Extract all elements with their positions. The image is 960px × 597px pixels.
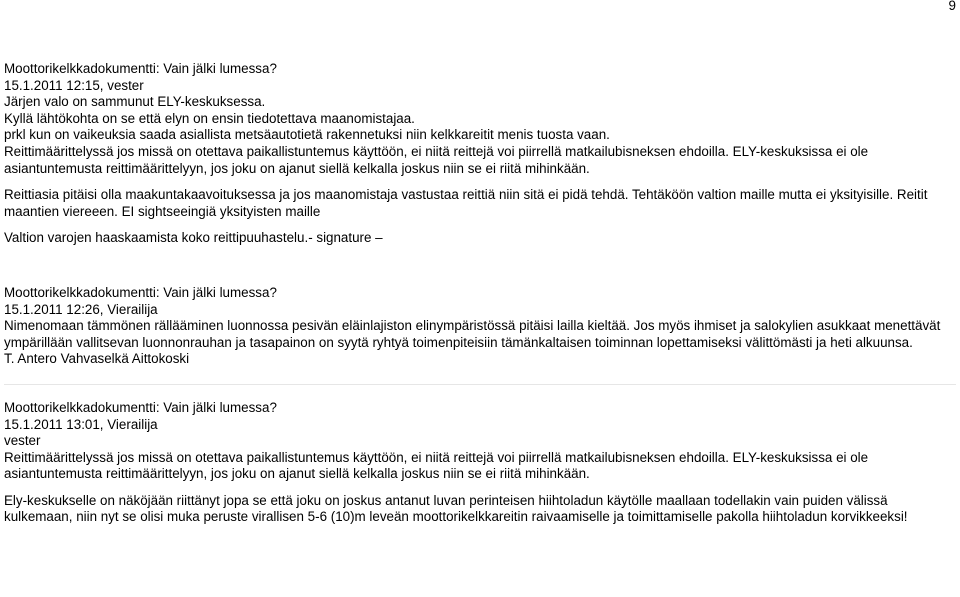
comment-1 [4, 61, 956, 247]
comment-paragraph: Ely-keskukselle on näköjään riittänyt jopa se että joku on joskus antanut luvan perinteisen hiihtoladun käytölle maallaan todellakin vain puiden välissä kulkemaan, niin nyt se olisi muka peruste virallisen 5-6 (10)m leveän moottorikelkkareitin raivaamiselle ja toimittamiselle pakolla hiihtoladun korvikkeeksi! [4, 492, 908, 525]
comment-3 [4, 400, 956, 526]
comment-signature: T. Antero Vahvaselkä Aittokoski [4, 351, 190, 367]
comment-meta: 15.1.2011 12:15, vester [4, 77, 144, 93]
comments-document [4, 61, 956, 526]
comment-signature: Valtion varojen haaskaamista koko reittipuuhastelu.- signature – [4, 230, 383, 246]
comment-document-title: Moottorikelkkadokumentti: Vain jälki lumessa? [4, 284, 277, 300]
comment-2 [4, 285, 956, 368]
comment-document-title: Moottorikelkkadokumentti: Vain jälki lumessa? [4, 399, 277, 415]
comment-line: Kyllä lähtökohta on se että elyn on ensin tiedotettava maanomistajaa. [4, 110, 415, 126]
page-number: 9 [948, 0, 956, 13]
comment-line: prkl kun on vaikeuksia saada asiallista metsäautotietä rakennetuksi niin kelkkareitit menis tuosta vaan. [4, 127, 610, 143]
comment-meta: 15.1.2011 12:26, Vierailija [4, 301, 158, 317]
comment-document-title: Moottorikelkkadokumentti: Vain jälki lumessa? [4, 61, 277, 76]
comment-paragraph: Reittimäärittelyssä jos missä on otettava paikallistuntemus käyttöön, ei niitä reittejä voi piirrellä matkailubisneksen ehdoilla. ELY-keskuksissa ei ole asiantuntemusta reittimäärittelyyn, jos joku on ajanut siellä kelkalla joskus niin se ei riitä mihinkään. [4, 449, 869, 482]
comment-meta: 15.1.2011 13:01, Vierailija [4, 416, 158, 432]
comment-line: Järjen valo on sammunut ELY-keskuksessa. [4, 94, 266, 110]
comment-paragraph: Reittimäärittelyssä jos missä on otettava paikallistuntemus käyttöön, ei niitä reittejä voi piirrellä matkailubisneksen ehdoilla. ELY-keskuksissa ei ole asiantuntemusta reittimäärittelyyn, jos joku on ajanut siellä kelkalla joskus niin se ei riitä mihinkään. [4, 143, 869, 176]
comment-paragraph: Reittiasia pitäisi olla maakuntakaavoituksessa ja jos maanomistaja vastustaa reittiä niin sitä ei pidä tehdä. Tehtäköön valtion maille mutta ei yksityisille. Reitit maantien viereeen. EI sightseeingiä yksityisten maille [4, 187, 928, 219]
quoted-author: vester [4, 433, 41, 449]
comment-paragraph: Nimenomaan tämmönen rälläämine​n luonnossa pesivän eläinlajiston elinympäristössä pitäisi lailla kieltää. Jos myös ihmiset ja salokylien asukkaat menettävät ympärillään vallitsevan luonnonrauhan ja tasapainon on syytä ryhtyä toimenpiteisiin tämänkaltaisen toiminnan lopettamiseksi välittömästi ja heti alkuunsa. [4, 318, 941, 350]
